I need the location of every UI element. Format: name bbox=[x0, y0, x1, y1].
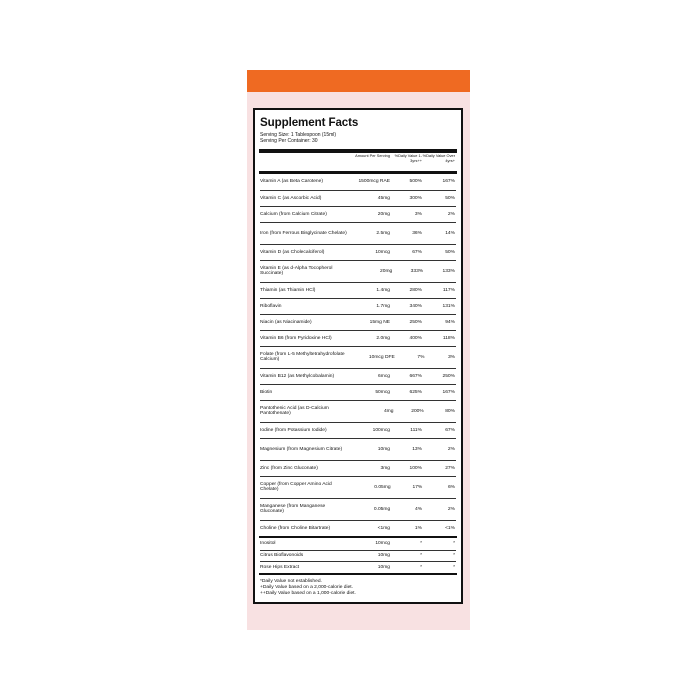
daily-value-1-3yrs: 100% bbox=[409, 465, 422, 471]
nutrient-name: Vitamin C (as Ascorbic Acid) bbox=[260, 195, 322, 201]
daily-value-1-3yrs: * bbox=[420, 553, 422, 559]
amount-per-serving: 0.05mg bbox=[374, 484, 391, 490]
daily-value-1-3yrs: 111% bbox=[410, 427, 422, 433]
amount-per-serving: 3mg bbox=[380, 465, 390, 471]
footnotes bbox=[260, 575, 456, 597]
header-amount: Amount Per Serving bbox=[355, 153, 390, 159]
table-row bbox=[260, 330, 456, 346]
table-row bbox=[260, 384, 456, 400]
table-row bbox=[260, 520, 456, 536]
daily-value-1-3yrs: 400% bbox=[409, 335, 422, 341]
daily-value-4yrs: * bbox=[453, 541, 455, 547]
daily-value-4yrs: 50% bbox=[445, 249, 455, 255]
table-row bbox=[260, 346, 456, 368]
nutrient-name: Choline (from Choline Bitartrate) bbox=[260, 525, 331, 531]
footnote-line: *Daily Value not established. bbox=[260, 579, 322, 585]
header-dv-4plus: %Daily Value Over 4yrs+ bbox=[422, 153, 455, 163]
amount-per-serving: 2.5mg bbox=[376, 230, 390, 236]
amount-per-serving: 20mg bbox=[380, 268, 393, 274]
daily-value-4yrs: 167% bbox=[442, 179, 455, 185]
daily-value-4yrs: 133% bbox=[442, 268, 455, 274]
daily-value-4yrs: 2% bbox=[447, 211, 455, 217]
daily-value-1-3yrs: 7% bbox=[417, 354, 425, 360]
footnote-line: ++Daily Value based on a 1,000-calorie diet. bbox=[260, 591, 356, 597]
table-row bbox=[260, 368, 456, 384]
panel-title: Supplement Facts bbox=[260, 116, 359, 129]
daily-value-1-3yrs: 250% bbox=[409, 319, 422, 325]
daily-value-1-3yrs: 333% bbox=[410, 268, 424, 274]
daily-value-4yrs: 117% bbox=[442, 287, 455, 293]
table-row bbox=[260, 244, 456, 260]
amount-per-serving: 1.7mg bbox=[376, 303, 390, 309]
nutrient-name: Iron (from Ferrous Bisglycinate Chelate) bbox=[260, 230, 347, 236]
daily-value-4yrs: 250% bbox=[442, 373, 455, 379]
amount-per-serving: 10mg bbox=[377, 564, 390, 570]
header-dv-1-3: %Daily Value 1-3yrs++ bbox=[394, 153, 422, 163]
nutrient-name: Zinc (from Zinc Gluconate) bbox=[260, 465, 318, 471]
daily-value-4yrs: 94% bbox=[445, 319, 455, 325]
amount-per-serving: 10mg bbox=[377, 446, 390, 452]
daily-value-1-3yrs: 1% bbox=[414, 525, 422, 531]
daily-value-1-3yrs: 625% bbox=[409, 389, 422, 395]
table-row bbox=[260, 298, 456, 314]
other-ingredients-table bbox=[260, 538, 456, 573]
table-row bbox=[260, 561, 456, 573]
daily-value-1-3yrs: 340% bbox=[409, 303, 422, 309]
table-row bbox=[260, 422, 456, 438]
nutrient-name: Folate (from L-5 Methyltetrahydrofolate Calcium) bbox=[260, 351, 345, 363]
nutrient-name: Riboflavin bbox=[260, 303, 282, 309]
amount-per-serving: 10mcg DFE bbox=[368, 354, 395, 360]
daily-value-1-3yrs: 280% bbox=[409, 287, 422, 293]
table-row bbox=[260, 282, 456, 298]
amount-per-serving: 50mcg bbox=[375, 389, 390, 395]
amount-per-serving: 1500mcg RAE bbox=[358, 179, 390, 185]
daily-value-1-3yrs: 3% bbox=[414, 211, 422, 217]
daily-value-4yrs: <1% bbox=[445, 525, 455, 531]
table-row bbox=[260, 476, 456, 498]
daily-value-1-3yrs: 36% bbox=[412, 230, 422, 236]
daily-value-4yrs: * bbox=[453, 553, 455, 559]
nutrient-name: Inositol bbox=[260, 541, 276, 547]
nutrient-name: Niacin (as Niacinamide) bbox=[260, 319, 312, 325]
nutrient-name: Manganese (from Manganese Gluconate) bbox=[260, 503, 326, 515]
nutrient-name: Copper (from Copper Amino Acid Chelate) bbox=[260, 481, 332, 493]
table-row bbox=[260, 314, 456, 330]
daily-value-1-3yrs: 17% bbox=[412, 484, 423, 490]
table-row bbox=[260, 174, 456, 190]
daily-value-4yrs: 167% bbox=[442, 389, 455, 395]
daily-value-1-3yrs: 4% bbox=[415, 506, 423, 512]
nutrient-name: Calcium (from Calcium Citrate) bbox=[260, 211, 327, 217]
nutrient-name: Vitamin E (as d-Alpha Tocopherol Succinate) bbox=[260, 265, 333, 277]
serving-size: Serving Size: 1 Tablespoon (15ml) bbox=[260, 132, 337, 138]
nutrient-name: Vitamin B6 (from Pyridoxine HCl) bbox=[260, 335, 332, 341]
daily-value-1-3yrs: 13% bbox=[412, 446, 422, 452]
amount-per-serving: 10mcg bbox=[375, 249, 390, 255]
amount-per-serving: 6mcg bbox=[378, 373, 390, 379]
nutrient-table bbox=[260, 174, 456, 536]
amount-per-serving: 20mg bbox=[377, 211, 390, 217]
daily-value-1-3yrs: 667% bbox=[409, 373, 422, 379]
amount-per-serving: 45mg bbox=[377, 195, 390, 201]
table-row bbox=[260, 222, 456, 244]
amount-per-serving: 10mcg bbox=[375, 541, 390, 547]
nutrient-name: Biotin bbox=[260, 389, 273, 395]
nutrient-name: Citrus Bioflavonoids bbox=[260, 553, 304, 559]
table-row bbox=[260, 498, 456, 520]
daily-value-4yrs: 131% bbox=[442, 303, 455, 309]
nutrient-name: Iodine (from Potassium Iodide) bbox=[260, 427, 327, 433]
nutrient-name: Vitamin A (as Beta Carotene) bbox=[260, 179, 323, 185]
amount-per-serving: 100mcg bbox=[372, 427, 390, 433]
daily-value-1-3yrs: 500% bbox=[409, 179, 422, 185]
supplement-facts-panel bbox=[253, 108, 463, 604]
daily-value-1-3yrs: * bbox=[420, 541, 422, 547]
nutrient-name: Vitamin D (as Cholecalciferol) bbox=[260, 249, 325, 255]
daily-value-4yrs: 118% bbox=[442, 335, 455, 341]
nutrient-name: Rose Hips Extract bbox=[260, 564, 300, 570]
table-row bbox=[260, 538, 456, 550]
table-row bbox=[260, 438, 456, 460]
daily-value-4yrs: 27% bbox=[445, 465, 455, 471]
amount-per-serving: 0.05mg bbox=[373, 506, 391, 512]
daily-value-1-3yrs: 200% bbox=[411, 408, 424, 414]
daily-value-4yrs: 67% bbox=[445, 427, 455, 433]
amount-per-serving: 2.0mg bbox=[376, 335, 390, 341]
daily-value-1-3yrs: 67% bbox=[412, 249, 422, 255]
daily-value-4yrs: 2% bbox=[447, 506, 455, 512]
nutrient-name: Magnesium (from Magnesium Citrate) bbox=[260, 446, 343, 452]
table-row bbox=[260, 400, 456, 422]
servings-per-container: Serving Per Container: 30 bbox=[260, 138, 318, 145]
daily-value-4yrs: 14% bbox=[445, 230, 455, 236]
daily-value-1-3yrs: * bbox=[420, 564, 422, 570]
amount-per-serving: 1.4mg bbox=[376, 287, 390, 293]
footnote-line: +Daily Value based on a 2,000-calorie diet. bbox=[260, 585, 354, 591]
daily-value-4yrs: 3% bbox=[447, 354, 456, 360]
amount-per-serving: 4mg bbox=[383, 408, 394, 414]
amount-per-serving: 15mg NE bbox=[369, 319, 390, 325]
daily-value-4yrs: 6% bbox=[447, 484, 456, 490]
table-row bbox=[260, 460, 456, 476]
daily-value-4yrs: 2% bbox=[447, 446, 455, 452]
column-headers bbox=[260, 153, 456, 171]
nutrient-name: Thiamin (as Thiamin HCl) bbox=[260, 287, 316, 293]
amount-per-serving: 10mg bbox=[377, 553, 390, 559]
table-row bbox=[260, 260, 456, 282]
table-row bbox=[260, 550, 456, 562]
amount-per-serving: <1mg bbox=[377, 525, 390, 531]
table-row bbox=[260, 190, 456, 206]
nutrient-name: Vitamin B12 (as Methylcobalamin) bbox=[260, 373, 335, 379]
product-label-card bbox=[247, 70, 470, 630]
orange-header-band bbox=[247, 70, 470, 92]
daily-value-4yrs: 50% bbox=[445, 195, 455, 201]
daily-value-1-3yrs: 300% bbox=[409, 195, 422, 201]
nutrient-name: Pantothenic Acid (as D-Calcium Pantothenate) bbox=[260, 405, 329, 417]
daily-value-4yrs: 80% bbox=[445, 408, 455, 414]
table-row bbox=[260, 206, 456, 222]
daily-value-4yrs: * bbox=[453, 564, 455, 570]
